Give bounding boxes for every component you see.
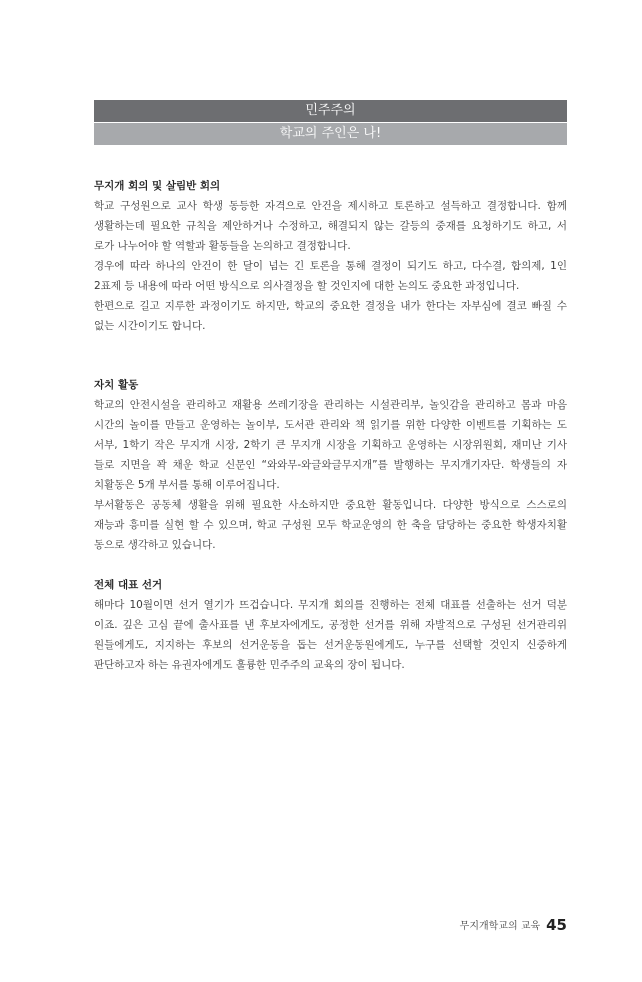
running-footer-label: 무지개학교의 교육 [459,921,541,932]
paragraph-line: 들로 지면을 꽉 채운 학교 신문인 “와와무-와글와글무지개”를 발행하는 무지개기자단. 학생들의 자 [94,459,567,471]
page-number: 45 [546,915,567,934]
section-heading: 자치 활동 [94,379,139,391]
paragraph-line: 판단하고자 하는 유권자에게도 훌륭한 민주주의 교육의 장이 됩니다. [94,659,405,671]
paragraph-line: 없는 시간이기도 합니다. [94,320,206,332]
paragraph-line: 학교 구성원으로 교사 학생 동등한 자격으로 안건을 제시하고 토론하고 설득하고 결정합니다. 함께 [94,200,567,212]
paragraph-line: 학교의 안전시설을 관리하고 재활용 쓰레기장을 관리하는 시설관리부, 놀잇감을 관리하고 몸과 마음 [94,399,567,411]
section-subtitle: 학교의 주인은 나! [279,126,382,141]
paragraph-line: 서부, 1학기 작은 무지개 시장, 2학기 큰 무지개 시장을 기획하고 운영하는 시장위원회, 재미난 기사 [94,439,567,451]
section-title: 민주주의 [305,103,356,118]
page-footer [460,914,567,934]
paragraph-line: 동으로 생각하고 있습니다. [94,539,216,551]
paragraph-line: 치활동은 5개 부서를 통해 이루어집니다. [94,479,280,491]
rainbow-meeting-section [94,176,567,336]
paragraph-line: 생활하는데 필요한 규칙을 제안하거나 수정하고, 해결되지 않는 갈등의 중재를 요청하기도 하고, 서 [94,220,567,232]
section-subtitle-banner [94,123,567,145]
paragraph-line: 재능과 흥미를 실현 할 수 있으며, 학교 구성원 모두 학교운영의 한 축을 담당하는 중요한 학생자치활 [94,519,567,531]
paragraph-line: 원들에게도, 지지하는 후보의 선거운동을 돕는 선거운동원에게도, 누구를 선택할 것인지 신중하게 [94,639,567,651]
paragraph-line: 이죠. 깊은 고심 끝에 출사표를 낸 후보자에게도, 공정한 선거를 위해 자발적으로 구성된 선거관리위 [94,619,567,631]
paragraph-line: 경우에 따라 하나의 안건이 한 달이 넘는 긴 토론을 통해 결정이 되기도 하고, 다수결, 합의제, 1인 [94,260,567,272]
paragraph-line: 로가 나누어야 할 역할과 활동들을 논의하고 결정합니다. [94,240,351,252]
section-title-banner [94,100,567,122]
paragraph-line: 해마다 10월이면 선거 열기가 뜨겁습니다. 무지개 회의를 진행하는 전체 대표를 선출하는 선거 덕분 [94,599,567,611]
self-government-section [94,375,567,555]
section-heading: 무지개 회의 및 살림반 회의 [94,180,221,192]
section-heading: 전체 대표 선거 [94,579,163,591]
paragraph-line: 한편으로 길고 지루한 과정이기도 하지만, 학교의 중요한 결정을 내가 한다는 자부심에 결코 빠질 수 [94,300,567,312]
paragraph-line: 시간의 놀이를 만들고 운영하는 놀이부, 도서관 관리와 책 읽기를 위한 다양한 이벤트를 기획하는 도 [94,419,567,431]
paragraph-line: 2표제 등 내용에 따라 어떤 방식으로 의사결정을 할 것인지에 대한 논의도 중요한 과정입니다. [94,280,520,292]
election-section [94,575,567,675]
paragraph-line: 부서활동은 공동체 생활을 위해 필요한 사소하지만 중요한 활동입니다. 다양한 방식으로 스스로의 [94,499,567,511]
